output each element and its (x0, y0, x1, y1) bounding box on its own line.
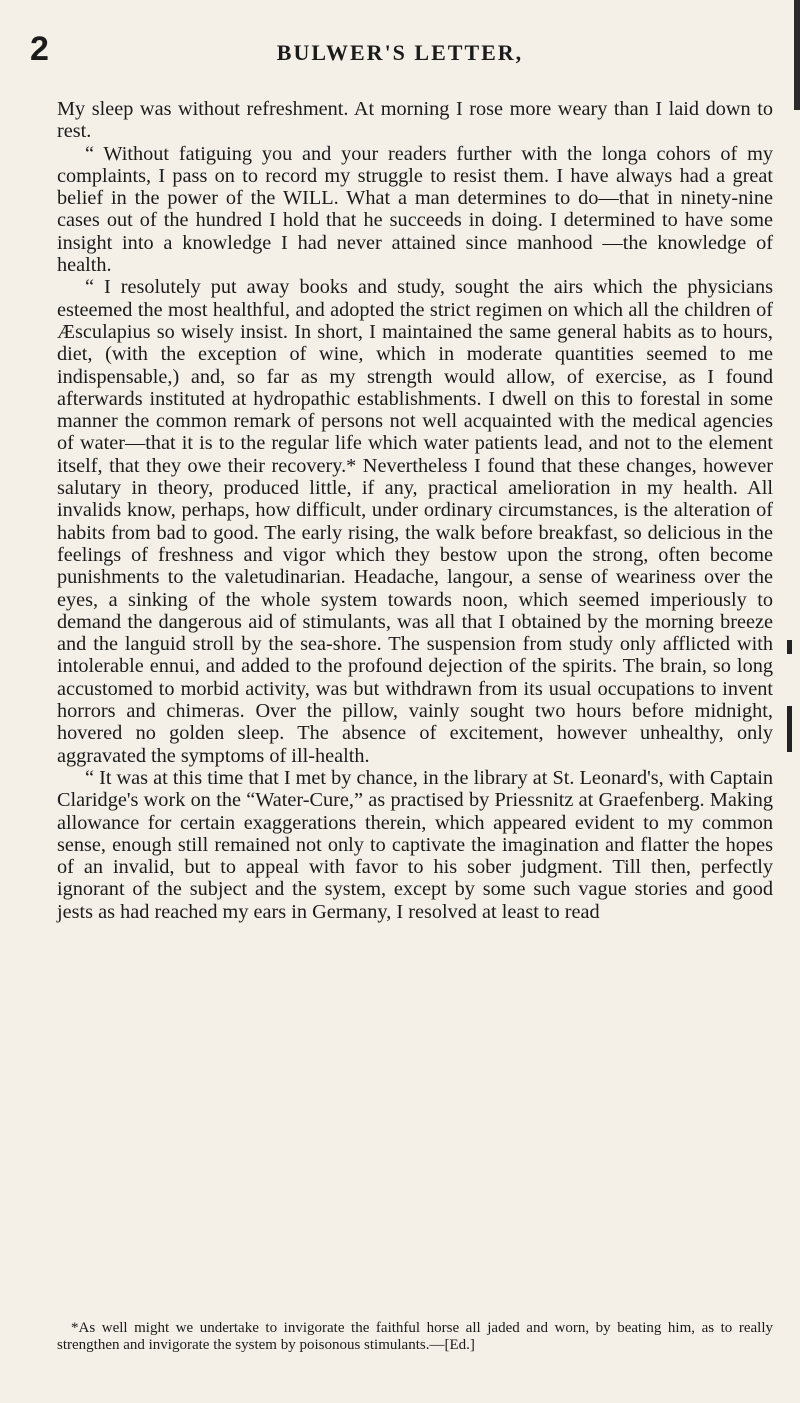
page-number: 2 (30, 30, 49, 68)
page-edge-mark (787, 640, 792, 654)
body-text (57, 98, 773, 923)
page-edge-mark (787, 706, 792, 752)
running-head: BULWER'S LETTER, (276, 40, 524, 65)
paragraph: My sleep was without refreshment. At morning I rose more weary than I laid down to rest. (57, 98, 773, 143)
footnote (57, 1320, 773, 1354)
paragraph: “ It was at this time that I met by chance, in the library at St. Leonard's, with Captain Claridge's work on the “Water-Cure,” as practised by Priessnitz at Graefenberg. Making allowance for certain exaggerations therein, which appeared evident to my common sense, enough still remained not only to captivate the imagination and flatter the hopes of an invalid, but to appeal with favor to his sober judgment. Till then, perfectly ignorant of the subject and the system, except by some such vague stories and good jests as had reached my ears in Germany, I resolved at least to read (57, 766, 773, 923)
footnote-text: *As well might we undertake to invigorate the faithful horse all jaded and worn, by beating him, as to really strengthen and invigorate the system by poisonous stimulants.—[Ed.] (57, 1320, 773, 1353)
paragraph: “ Without fatiguing you and your readers further with the longa cohors of my complaints, I pass on to record my struggle to resist them. I have always had a great belief in the power of the WILL. What a man determines to do—that in ninety-nine cases out of the hundred I hold that he succeeds in doing. I determined to have some insight into a knowledge I had never attained since manhood —the knowledge of health. (57, 142, 773, 277)
paragraph: “ I resolutely put away books and study, sought the airs which the physicians esteemed the most healthful, and adopted the strict regimen on which all the children of Æsculapius so wisely insist. In short, I maintained the same general habits as to hours, diet, (with the exception of wine, which in moderate quantities seemed to me indispensable,) and, so far as my strength would allow, of exercise, as I found afterwards instituted at hydropathic establishments. I dwell on this to forestal in some manner the common remark of persons not well acquainted with the medical agencies of water—that it is to the regular life which water patients lead, and not to the element itself, that they owe their recovery.* Nevertheless I found that these changes, however salutary in theory, produced little, if any, practical amelioration in my health. All invalids know, perhaps, how difficult, under ordinary circumstances, is the alteration of habits from bad to good. The early rising, the walk before breakfast, so delicious in the feelings of freshness and vigor which they bestow upon the strong, often become punishments to the valetudinarian. Headache, langour, a sense of weariness over the eyes, a sinking of the whole system towards noon, which seemed imperiously to demand the dangerous aid of stimulants, was all that I obtained by the morning breeze and the languid stroll by the sea-shore. The suspension from study only afflicted with intolerable ennui, and added to the profound dejection of the spirits. The brain, so long accustomed to morbid activity, was but withdrawn from its usual occupations to invent horrors and chimeras. Over the pillow, vainly sought two hours before midnight, hovered no golden sleep. The absence of excitement, however unhealthy, only aggravated the symptoms of ill-health. (57, 276, 773, 767)
